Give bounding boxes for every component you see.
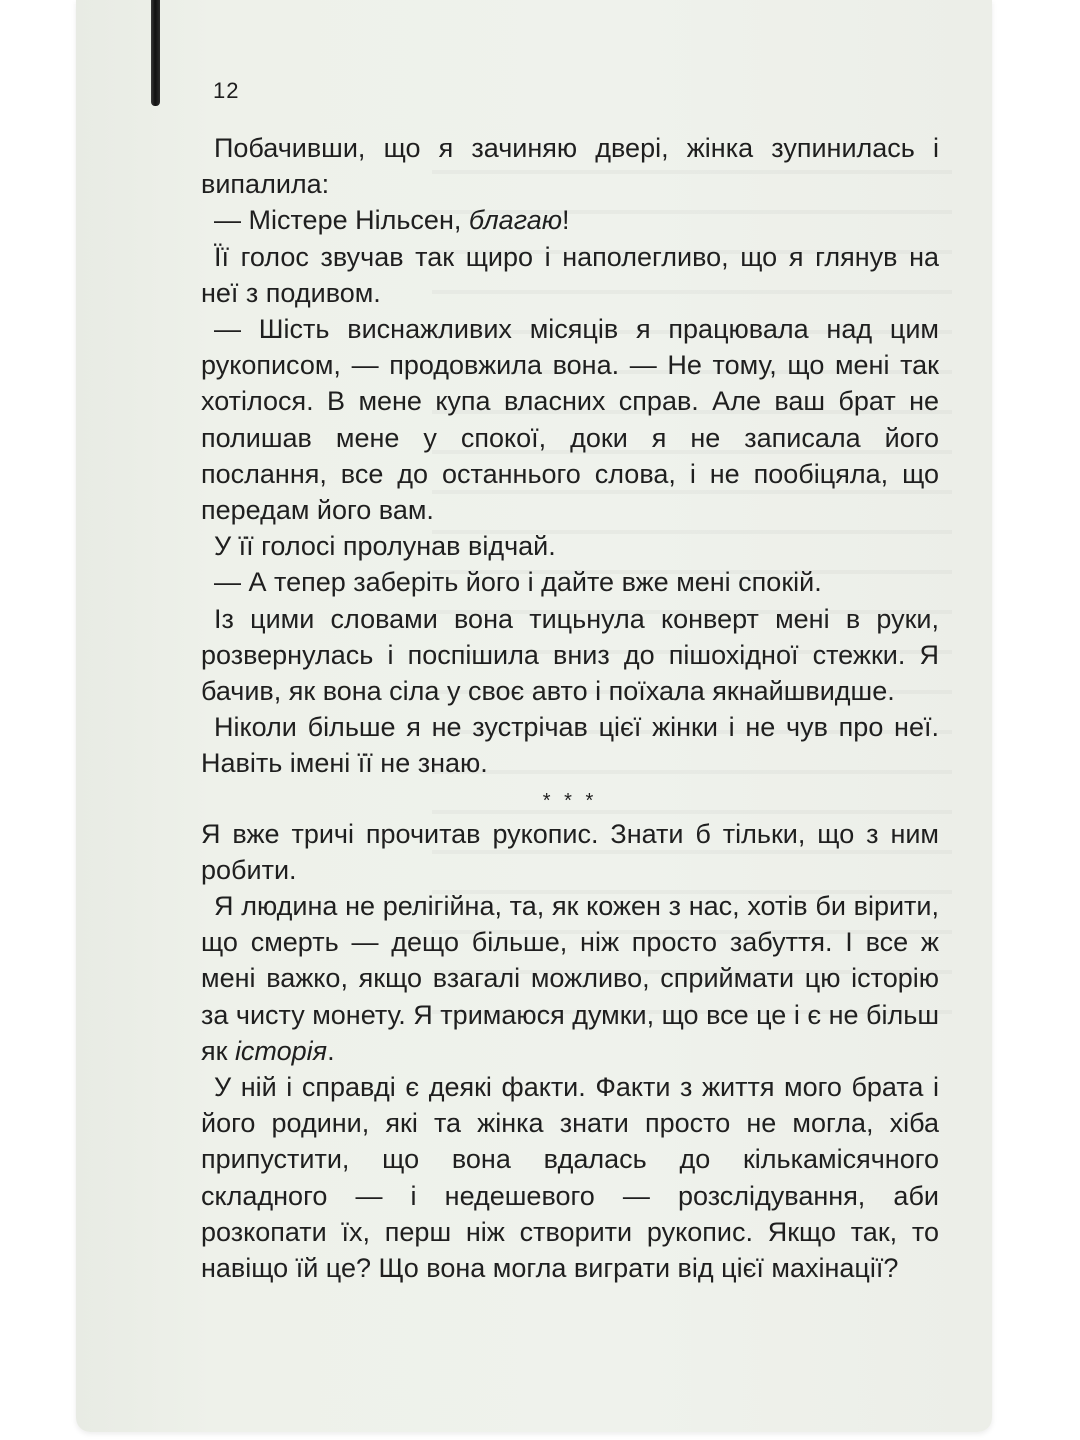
paragraph xyxy=(201,202,939,238)
book-page xyxy=(76,0,992,1432)
paragraph: — А тепер заберіть його і дайте вже мені спокій. xyxy=(214,567,822,598)
emphasis: історія xyxy=(234,1035,328,1066)
emphasis: благаю xyxy=(468,205,563,236)
section-separator: * * * xyxy=(542,789,598,812)
paragraph-text: . xyxy=(327,1035,335,1066)
paragraph: Із цими словами вона тицьнула конверт мені в руки, розвернулась і поспішила вниз до пішохідної стежки. Я бачив, як вона сіла у своє авто і поїхала якнайшвидше. xyxy=(201,603,939,707)
paragraph: Її голос звучав так щиро і наполегливо, що я глянув на неї з подивом. xyxy=(201,241,939,308)
paragraph: Побачивши, що я зачиняю двері, жінка зупинилась і випалила: xyxy=(201,133,939,200)
paragraph: Ніколи більше я не зустрічав цієї жінки і не чув про неї. Навіть імені її не знаю. xyxy=(201,712,939,779)
paragraph: Я вже тричі прочитав рукопис. Знати б тільки, що з ним робити. xyxy=(201,818,939,885)
paragraph: У ній і справді є деякі факти. Факти з життя мого брата і його родини, які та жінка знати просто не могла, хіба припустити, що вона вдалась до кількамісячного складного — і недешевого — розслідування, аби розкопати їх, перш ніж створити рукопис. Якщо так, то навіщо їй це? Що вона могла виграти від цієї махінації? xyxy=(201,1072,939,1284)
binding-mark xyxy=(151,0,160,106)
paragraph: У її голосі пролунав відчай. xyxy=(214,531,556,562)
paragraph-text: ! xyxy=(562,205,570,236)
body-text xyxy=(201,130,939,1286)
paragraph: — Шість виснажливих місяців я працювала над цим рукописом, — продовжила вона. — Не тому, що мені так хотілося. В мене купа власних справ. Але ваш брат не полишав мене у спокої, доки я не записала його послання, все до останнього слова, і не пообіцяла, що передам його вам. xyxy=(201,314,939,526)
paragraph-text: Я людина не релігійна, та, як кожен з нас, хотів би вірити, що смерть — дещо більше, ніж просто забуття. І все ж мені важко, якщо взагалі можливо, сприймати цю історію за чисту монету. Я тримаюся думки, що все це і є не більш як xyxy=(201,891,939,1066)
paragraph-text: — Містере Нільсен, xyxy=(214,205,469,236)
page-number: 12 xyxy=(213,78,240,103)
paragraph xyxy=(201,888,939,1069)
